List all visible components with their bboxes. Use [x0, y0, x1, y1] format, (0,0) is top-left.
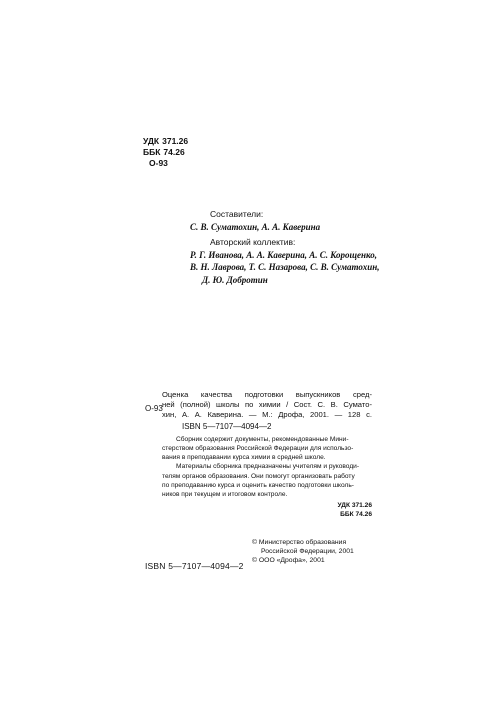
- compilers-names: С. В. Суматохин, А. А. Каверина: [190, 221, 321, 232]
- card-isbn: ISBN 5—7107—4094—2: [182, 421, 272, 431]
- card-annotation-2-line: по преподаванию курса и оценить качество подготовки школь-: [162, 481, 354, 489]
- copyright-line-1: © Министерство образования: [252, 539, 347, 546]
- isbn-main: ISBN 5—7107—4094—2: [145, 561, 244, 571]
- bbk-code: 74.26: [163, 147, 185, 157]
- udk-code: 371.26: [162, 136, 189, 146]
- copyright-block: [252, 539, 354, 565]
- copyright-line-2: Российской Федерации, 2001: [261, 547, 354, 555]
- card-mark: О-93: [145, 404, 163, 413]
- authors-line-1: Р. Г. Иванова, А. А. Каверина, А. С. Корощенко,: [190, 249, 378, 260]
- card-bbk: ББК 74.26: [340, 510, 372, 518]
- bbk-line: [143, 147, 188, 158]
- authors-header: Авторский коллектив:: [210, 237, 296, 247]
- classification-block: [143, 136, 188, 169]
- card-annotation-1-line: Сборник содержит документы, рекомендованные Мини-: [176, 435, 349, 443]
- catalog-card: [162, 390, 372, 519]
- card-title-line-1: Оценка качества подготовки выпускников сред-: [162, 390, 372, 399]
- card-annotation-2-line: Материалы сборника предназначены учителям и руководи-: [176, 463, 360, 471]
- author-mark: [143, 158, 188, 169]
- card-annotation-1: [162, 435, 372, 463]
- card-annotation-1-line: стерством образования Российской Федерации для использо-: [162, 445, 354, 453]
- card-annotation-2-line: телям органов образования. Они помогут организовать работу: [162, 472, 355, 480]
- authors-line-2: В. Н. Лаврова, Т. С. Назарова, С. В. Суматохин,: [190, 262, 380, 272]
- authors-line-3: Д. Ю. Добротин: [202, 274, 268, 285]
- card-title-line-3: хин, А. А. Каверина. — М.: Дрофа, 2001. — 128 с.: [162, 410, 372, 420]
- card-annotation-2-line: ников при текущем и итоговом контроле.: [162, 491, 288, 499]
- udk-line: [143, 136, 188, 147]
- card-udk: УДК 371.26: [337, 502, 372, 510]
- udk-label: УДК: [143, 136, 160, 146]
- card-classification: [162, 502, 372, 519]
- card-annotation-2: [162, 462, 372, 499]
- author-mark-text: О-93: [149, 158, 168, 168]
- bbk-label: ББК: [143, 147, 161, 157]
- compilers-block: [190, 208, 410, 286]
- compilers-header: Составители:: [210, 209, 264, 219]
- card-title-line-2: ней (полной) школы по химии / Сост. С. В. Сумато-: [162, 400, 372, 410]
- copyright-line-3: © ООО «Дрофа», 2001: [252, 556, 325, 564]
- card-annotation-1-line: вания в преподавании курса химии в средней школе.: [162, 454, 326, 462]
